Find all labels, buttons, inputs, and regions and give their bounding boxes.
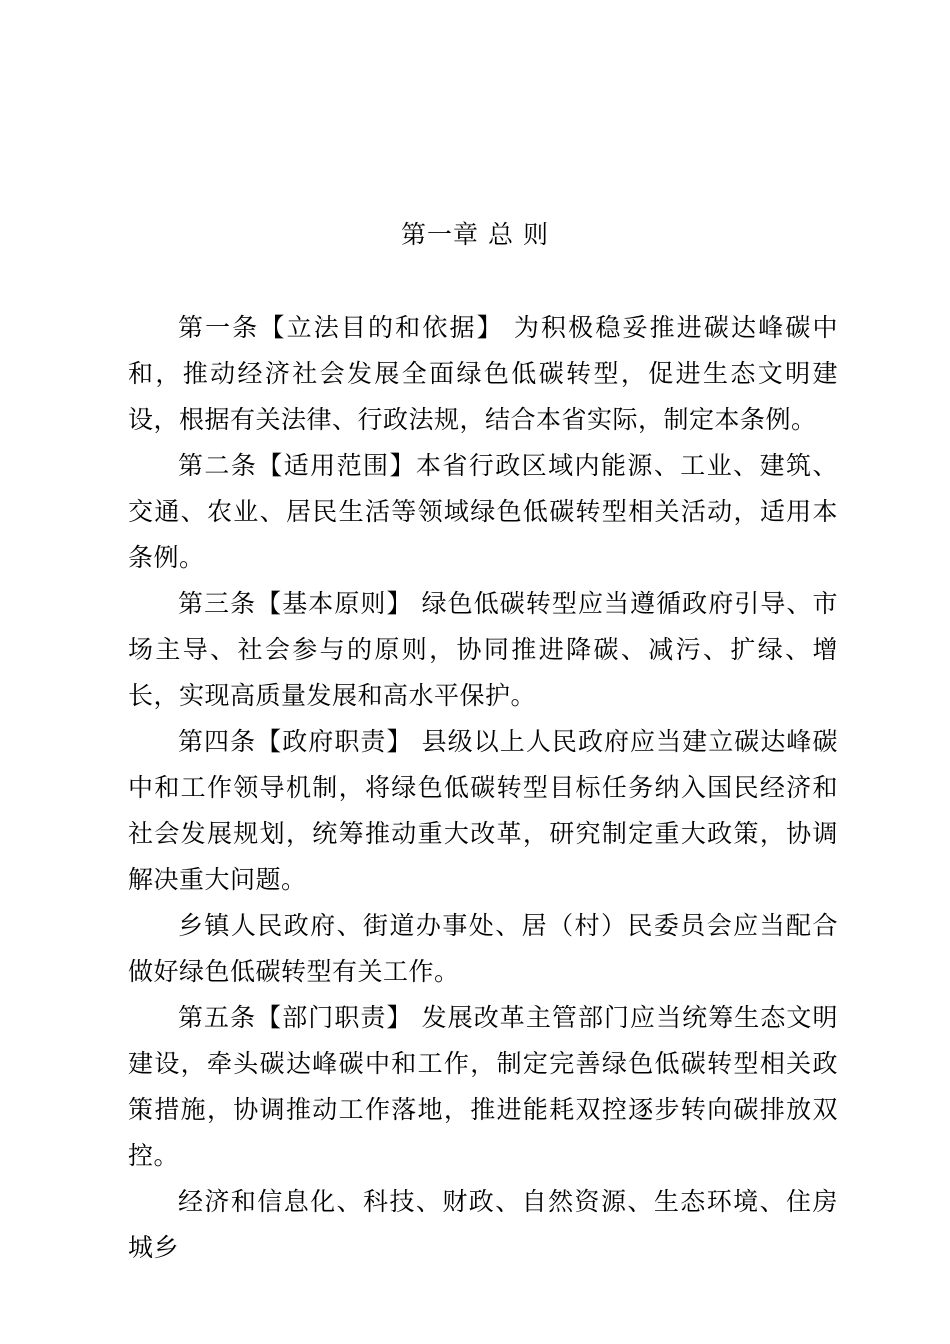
article-1-paragraph: 第一条【立法目的和依据】 为积极稳妥推进碳达峰碳中和，推动经济社会发展全面绿色低碳转型，促进生态文明建设，根据有关法律、行政法规，结合本省实际，制定本条例。	[128, 313, 838, 434]
article-4-paragraph: 第四条【政府职责】 县级以上人民政府应当建立碳达峰碳中和工作领导机制，将绿色低碳转型目标任务纳入国民经济和社会发展规划，统筹推动重大改革，研究制定重大政策，协调解决重大问题。	[128, 727, 838, 894]
article-5-paragraph: 第五条【部门职责】 发展改革主管部门应当统筹生态文明建设，牵头碳达峰碳中和工作，制定完善绿色低碳转型相关政策措施，协调推动工作落地，推进能耗双控逐步转向碳排放双控。	[128, 1003, 838, 1170]
article-4-subparagraph: 乡镇人民政府、街道办事处、居（村）民委员会应当配合做好绿色低碳转型有关工作。	[128, 911, 838, 986]
article-3-paragraph: 第三条【基本原则】 绿色低碳转型应当遵循政府引导、市场主导、社会参与的原则，协同推进降碳、减污、扩绿、增长，实现高质量发展和高水平保护。	[128, 589, 838, 710]
article-2-paragraph: 第二条【适用范围】本省行政区域内能源、工业、建筑、交通、农业、居民生活等领域绿色低碳转型相关活动，适用本条例。	[128, 451, 838, 572]
article-5-subparagraph: 经济和信息化、科技、财政、自然资源、生态环境、住房城乡	[128, 1187, 838, 1262]
document-body	[128, 305, 838, 1271]
chapter-title: 第一章 总 则	[401, 220, 549, 249]
